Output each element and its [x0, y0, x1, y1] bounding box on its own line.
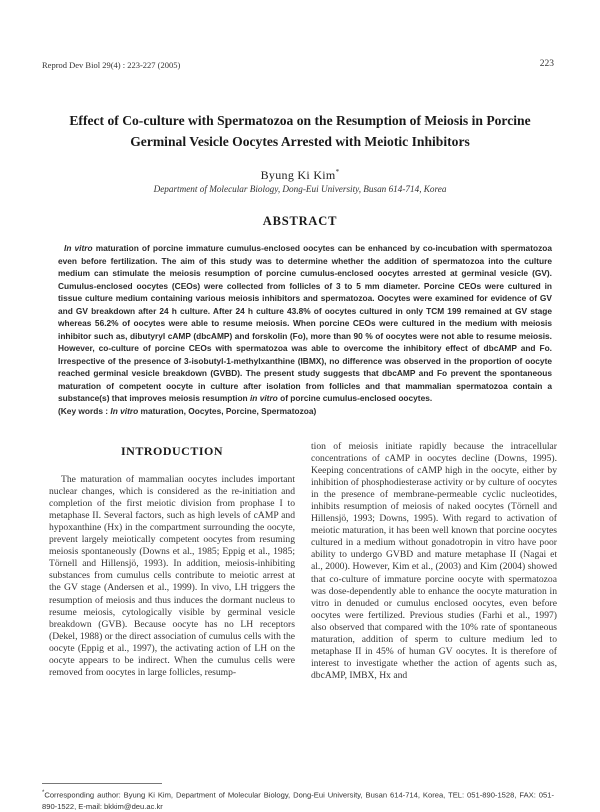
corresponding-author-footnote	[42, 788, 554, 812]
footnote-divider	[42, 783, 162, 784]
left-column	[49, 441, 295, 679]
keywords-rest: maturation, Oocytes, Porcine, Spermatozoa)	[138, 406, 317, 416]
page-number: 223	[539, 59, 554, 69]
introduction-left-paragraph: The maturation of mammalian oocytes includes important nuclear changes, which is considered as the re-initiation and completion of the first meiotic division from prophase I to metaphase II. Several factors, such as high levels of cAMP and hypoxanthine (Hx) in the compartment surrounding the oocyte, prevent largely meiotically competent oocytes from resuming meiosis spontaneously (Downs et al., 1985; Eppig et al., 1985; Törnell and Hillensjö, 1993). In addition, meiosis-inhibiting substances from cumulus cells contribute to meiotic arrest at the GV stage (Andersen et al., 1999). In vivo, LH triggers the resumption of meiosis and thus induces the dormant nucleus to resume meiosis, cytologically visible by germinal vesicle breakdown (GVB). Because oocyte has no LH receptors (Dekel, 1988) or the direct association of cumulus cells with the oocyte (Eppig et al., 1997), the activating action of LH on the oocyte appears to be indirect. When the cumulus cells were removed from oocytes in large follicles, resump-	[49, 474, 295, 678]
abstract-heading: ABSTRACT	[262, 214, 338, 228]
right-column	[311, 441, 557, 682]
keywords	[58, 406, 316, 416]
abstract-lead-italic: In vitro	[64, 243, 93, 253]
abstract-mid-italic: in vitro	[249, 393, 278, 403]
author-line	[0, 168, 600, 183]
abstract-body	[58, 242, 552, 405]
keywords-italic: In vitro	[110, 406, 139, 416]
footnote-text: Corresponding author: Byung Ki Kim, Department of Molecular Biology, Dong-Eui University, Busan 614-714, Korea, TEL: 051-890-1528, FAX: 051-890-1522, E-mail: bkkim@deu.ac.kr	[42, 790, 554, 811]
author-footnote-mark: *	[335, 168, 340, 176]
abstract-text-2: of porcine cumulus-enclosed oocytes.	[277, 393, 433, 403]
abstract-text-1: maturation of porcine immature cumulus-enclosed oocytes can be enhanced by co-incubation with spermatozoa even before fertilization. The aim of this study was to determine whether the addition of spermatozoa into the culture medium can stimulate the meiosis resumption of porcine cumulus-enclosed oocytes arrested at germinal vesicle (GV). Cumulus-enclosed oocytes (CEOs) were collected from follicles of 3 to 5 mm diameter. Porcine CEOs were cultured in tissue culture medium containing various meiosis inhibitors and spermatozoa. Oocytes were examined for evidence of GV and GV breakdown after 24 h culture. After 24 h culture 43.8% of oocytes cultured in only TCM 199 remained at GV stage whereas 56.2% of oocytes were able to resume meiosis. When porcine CEOs were cultured in the medium with meiosis inhibitor such as, dibutyryl cAMP (dbcAMP) and forskolin (Fo), more than 90 % of oocytes were not able to resume meiosis. However, co-culture of porcine CEOs with spermatozoa was able to overcome the inhibitory effect of dbcAMP and Fo. Irrespective of the presence of 3-isobutyl-1-methylxanthine (IBMX), no difference was observed in the proportion of oocyte reached germinal vesicle breakdown (GVBD). The present study suggests that dbcAMP and Fo prevent the spontaneous maturation of competent oocyte in culture after isolation from follicles and that mammalian spermatozoa contain a substance(s) that improves meiosis resumption	[58, 243, 552, 403]
author-name: Byung Ki Kim	[260, 168, 336, 182]
running-head: Reprod Dev Biol 29(4) : 223-227 (2005)	[42, 60, 181, 70]
introduction-right-paragraph: tion of meiosis initiate rapidly because the intracellular concentrations of cAMP in oocytes decline (Downs, 1995). Keeping concentrations of cAMP high in the oocyte, either by inhibition of phosphodiesterase activity or by culture of oocytes in the presence of membrane-permeable cyclic nucleotides, inhibits resumption of meiosis of naked oocytes (Törnell and Hillensjö, 1993; Downs, 1995). With regard to activation of meiotic maturation, it has been well known that porcine oocytes cultured in a medium without gonadotropin in vitro have poor ability to undergo GVBD and mature metaphase II (Nagai et al., 2000). However, Kim et al., (2003) and Kim (2004) showed that co-culture of immature porcine oocyte with spermatozoa was dose-dependently able to enhance the oocyte maturation in vitro in denuded or cumulus enclosed oocytes, even before oocytes were fertilized. Previous studies (Farhi et al., 1997) also observed that compared with the 10% rate of spontaneous maturation, addition of sperm to culture medium led to metaphase II in 45% of human GV oocytes. It is therefore of interest to investigate whether the action of agents such as, dbcAMP, IMBX, Hx and	[311, 441, 557, 681]
footnote-mark: *	[42, 790, 45, 796]
introduction-heading: INTRODUCTION	[120, 444, 223, 458]
author-affiliation: Department of Molecular Biology, Dong-Eui University, Busan 614-714, Korea	[153, 184, 447, 194]
keywords-prefix: (Key words :	[58, 406, 111, 416]
article-title: Effect of Co-culture with Spermatozoa on the Resumption of Meiosis in Porcine Germinal Vesicle Oocytes Arrested with Meiotic Inhibitors	[69, 113, 531, 149]
